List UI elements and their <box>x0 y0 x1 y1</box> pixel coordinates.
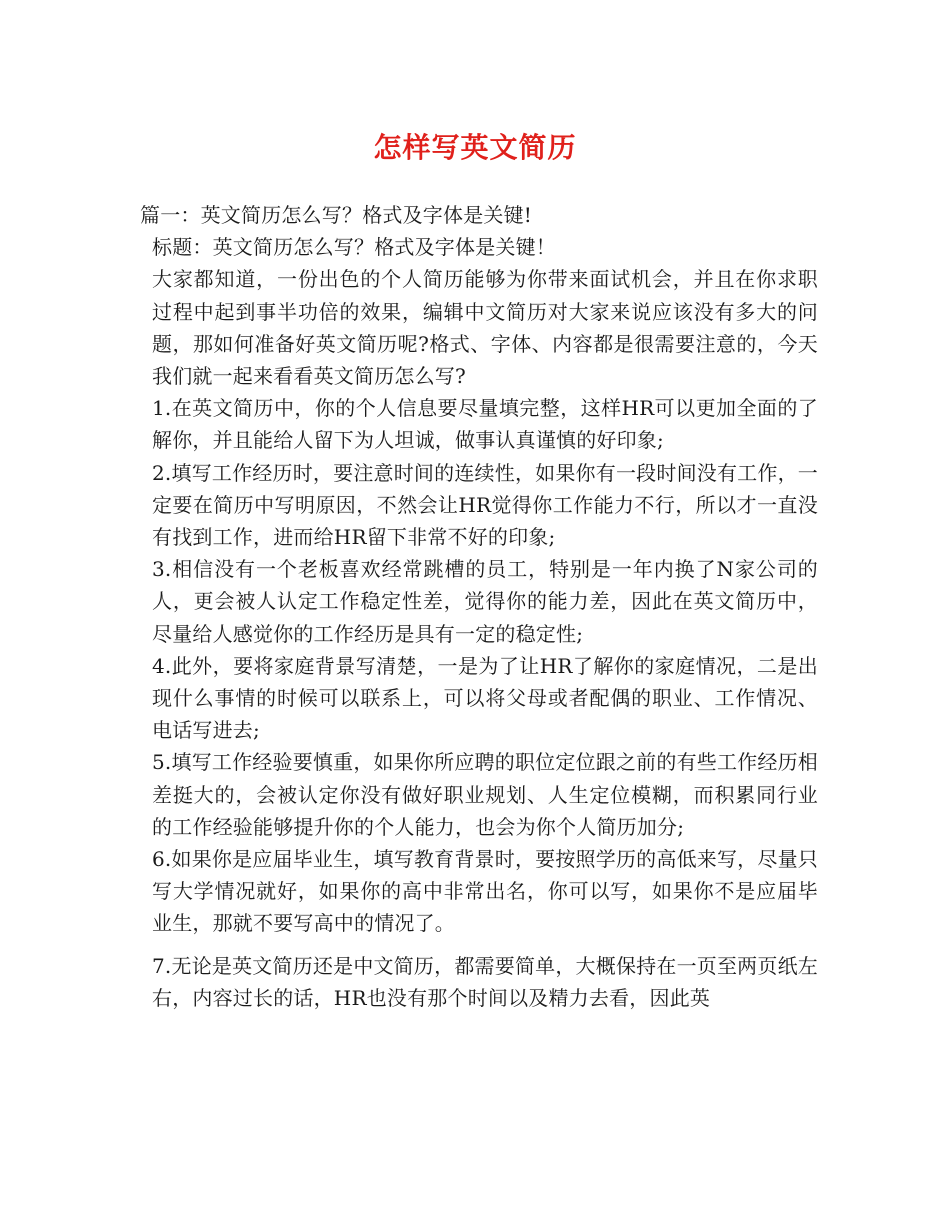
list-item-3: 3.相信没有一个老板喜欢经常跳槽的员工，特别是一年内换了N家公司的人，更会被人认定工作稳定性差，觉得你的能力差，因此在英文简历中，尽量给人感觉你的工作经历是具有一定的稳定性; <box>152 557 818 646</box>
list-item-5: 5.填写工作经验要慎重，如果你所应聘的职位定位跟之前的有些工作经历相差挺大的，会被认定你没有做好职业规划、人生定位模糊，而积累同行业的工作经验能够提升你的个人能力，也会为你个人简历加分; <box>152 750 818 839</box>
page-title: 怎样写英文简历 <box>373 131 577 164</box>
subtitle-line: 标题：英文简历怎么写？格式及字体是关键！ <box>152 235 556 260</box>
document-body <box>140 199 818 1014</box>
list-item-4: 4.此外，要将家庭背景写清楚，一是为了让HR了解你的家庭情况，二是出现什么事情的时候可以联系上，可以将父母或者配偶的职业、工作情况、电话写进去; <box>152 653 818 743</box>
list-item-7: 7.无论是英文简历还是中文简历，都需要简单，大概保持在一页至两页纸左右，内容过长的话，HR也没有那个时间以及精力去看，因此英 <box>152 953 818 1010</box>
intro-paragraph: 大家都知道，一份出色的个人简历能够为你带来面试机会，并且在你求职过程中起到事半功倍的效果，编辑中文简历对大家来说应该没有多大的问题，那如何准备好英文简历呢?格式、字体、内容都是很需要注意的，今天我们就一起来看看英文简历怎么写? <box>152 267 818 389</box>
list-item-1: 1.在英文简历中，你的个人信息要尽量填完整，这样HR可以更加全面的了解你，并且能给人留下为人坦诚，做事认真谨慎的好印象; <box>152 396 818 453</box>
section-heading: 篇一：英文简历怎么写？格式及字体是关键! <box>140 203 533 227</box>
list-item-2: 2.填写工作经历时，要注意时间的连续性，如果你有一段时间没有工作，一定要在简历中写明原因，不然会让HR觉得你工作能力不行，所以才一直没有找到工作，进而给HR留下非常不好的印象; <box>152 460 818 550</box>
list-item-6: 6.如果你是应届毕业生，填写教育背景时，要按照学历的高低来写，尽量只写大学情况就好，如果你的高中非常出名，你可以写，如果你不是应届毕业生，那就不要写高中的情况了。 <box>152 847 818 936</box>
